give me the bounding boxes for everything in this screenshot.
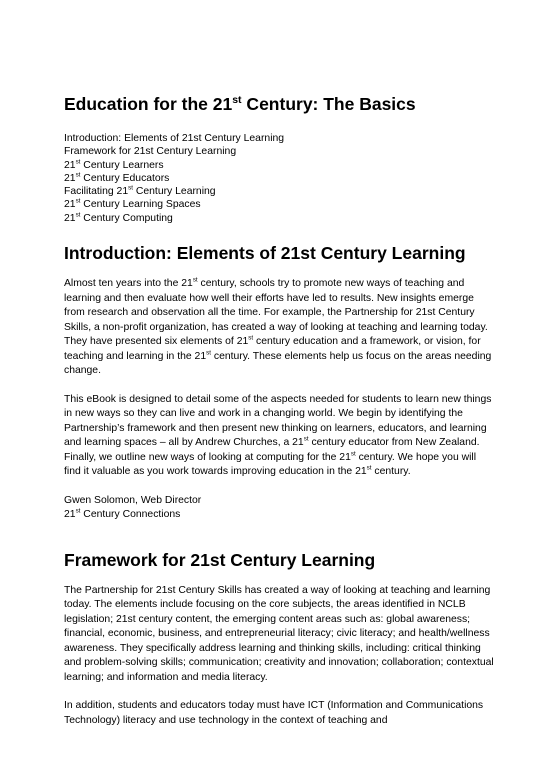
- toc-item-text: Facilitating 21: [64, 186, 129, 198]
- toc-item: [64, 172, 494, 185]
- toc-item-text: Introduction: Elements of 21st Century Learning: [64, 133, 285, 144]
- framework-paragraph-1: The Partnership for 21st Century Skills has created a way of looking at teaching and learning today. The elements include focusing on the core subjects, the areas identified in NCLB legislation; 21st century content, the emerging content areas such as: global awareness; financial, economic, business, and entrepreneurial literacy; civic literacy; and health/wellness awareness. They specifically address learning and thinking skills, including: critical thinking and problem-solving skills; communication; creativity and innovation; collaboration; contextual learning; and information and media literacy.: [64, 584, 494, 683]
- framework-heading: Framework for 21st Century Learning: [64, 549, 376, 570]
- toc-item: [64, 159, 494, 172]
- signature-name: Gwen Solomon, Web Director: [64, 494, 202, 506]
- framework-paragraph-2: In addition, students and educators today must have ICT (Information and Communications Technology) literacy and use technology in the context of teaching and: [64, 700, 484, 726]
- toc-item-text: 21: [64, 212, 76, 224]
- toc-item: [64, 145, 494, 158]
- toc-item-text: 21: [64, 172, 76, 184]
- document-content: [64, 93, 494, 728]
- intro-heading: Introduction: Elements of 21st Century Learning: [64, 243, 466, 264]
- title-sup: st: [232, 94, 242, 107]
- toc-item-text: Century Learning Spaces: [80, 199, 201, 211]
- intro-paragraph-2: This eBook is designed to detail some of the aspects needed for students to learn new things in new ways so they can live and work in a changing world. We begin by identifying the Partnership’s framework and then present new thinking on learners, educators, and learning and learning spaces – all by Andrew Churches, a 21st century educator from New Zealand. Finally, we outline new ways of looking at computing for the 21st century. We hope you will find it valuable as you work towards improving education in the 21st century.: [64, 393, 492, 478]
- toc-item-text: Century Computing: [80, 212, 173, 224]
- toc-item: [64, 212, 494, 225]
- toc-item: [64, 198, 494, 211]
- toc-item-text: Century Learning: [132, 186, 216, 198]
- toc-item-sup: st: [75, 211, 81, 219]
- toc-item-sup: st: [75, 198, 81, 206]
- intro-paragraph-1: Almost ten years into the 21st century, schools try to promote new ways of teaching and learning and then evaluate how well their efforts have led to results. New insights emerge from research and observation all the time. For example, the Partnership for 21st Century Skills, a non-profit organization, has created a way of looking at teaching and learning today. They have presented six elements of 21st century education and a framework, or vision, for teaching and learning in the 21st century. These elements help us focus on the areas needing change.: [64, 276, 492, 377]
- table-of-contents: [64, 132, 494, 225]
- toc-item-text: Century Educators: [80, 172, 170, 184]
- document-title: [64, 93, 494, 115]
- toc-item-text: Framework for 21st Century Learning: [64, 146, 237, 158]
- toc-item-sup: st: [128, 184, 133, 192]
- toc-item-text: 21: [64, 159, 76, 171]
- toc-item-sup: st: [75, 158, 81, 166]
- toc-item: [64, 132, 494, 145]
- signature-block: Gwen Solomon, Web Director 21st Century Connections: [64, 494, 202, 521]
- title-rest: Century: The Basics: [241, 94, 416, 114]
- title-main: Education for the 21: [64, 94, 233, 114]
- toc-item: [64, 185, 494, 198]
- toc-item-text: 21: [64, 199, 76, 211]
- toc-item-text: Century Learners: [80, 159, 164, 171]
- toc-item-sup: st: [75, 171, 81, 179]
